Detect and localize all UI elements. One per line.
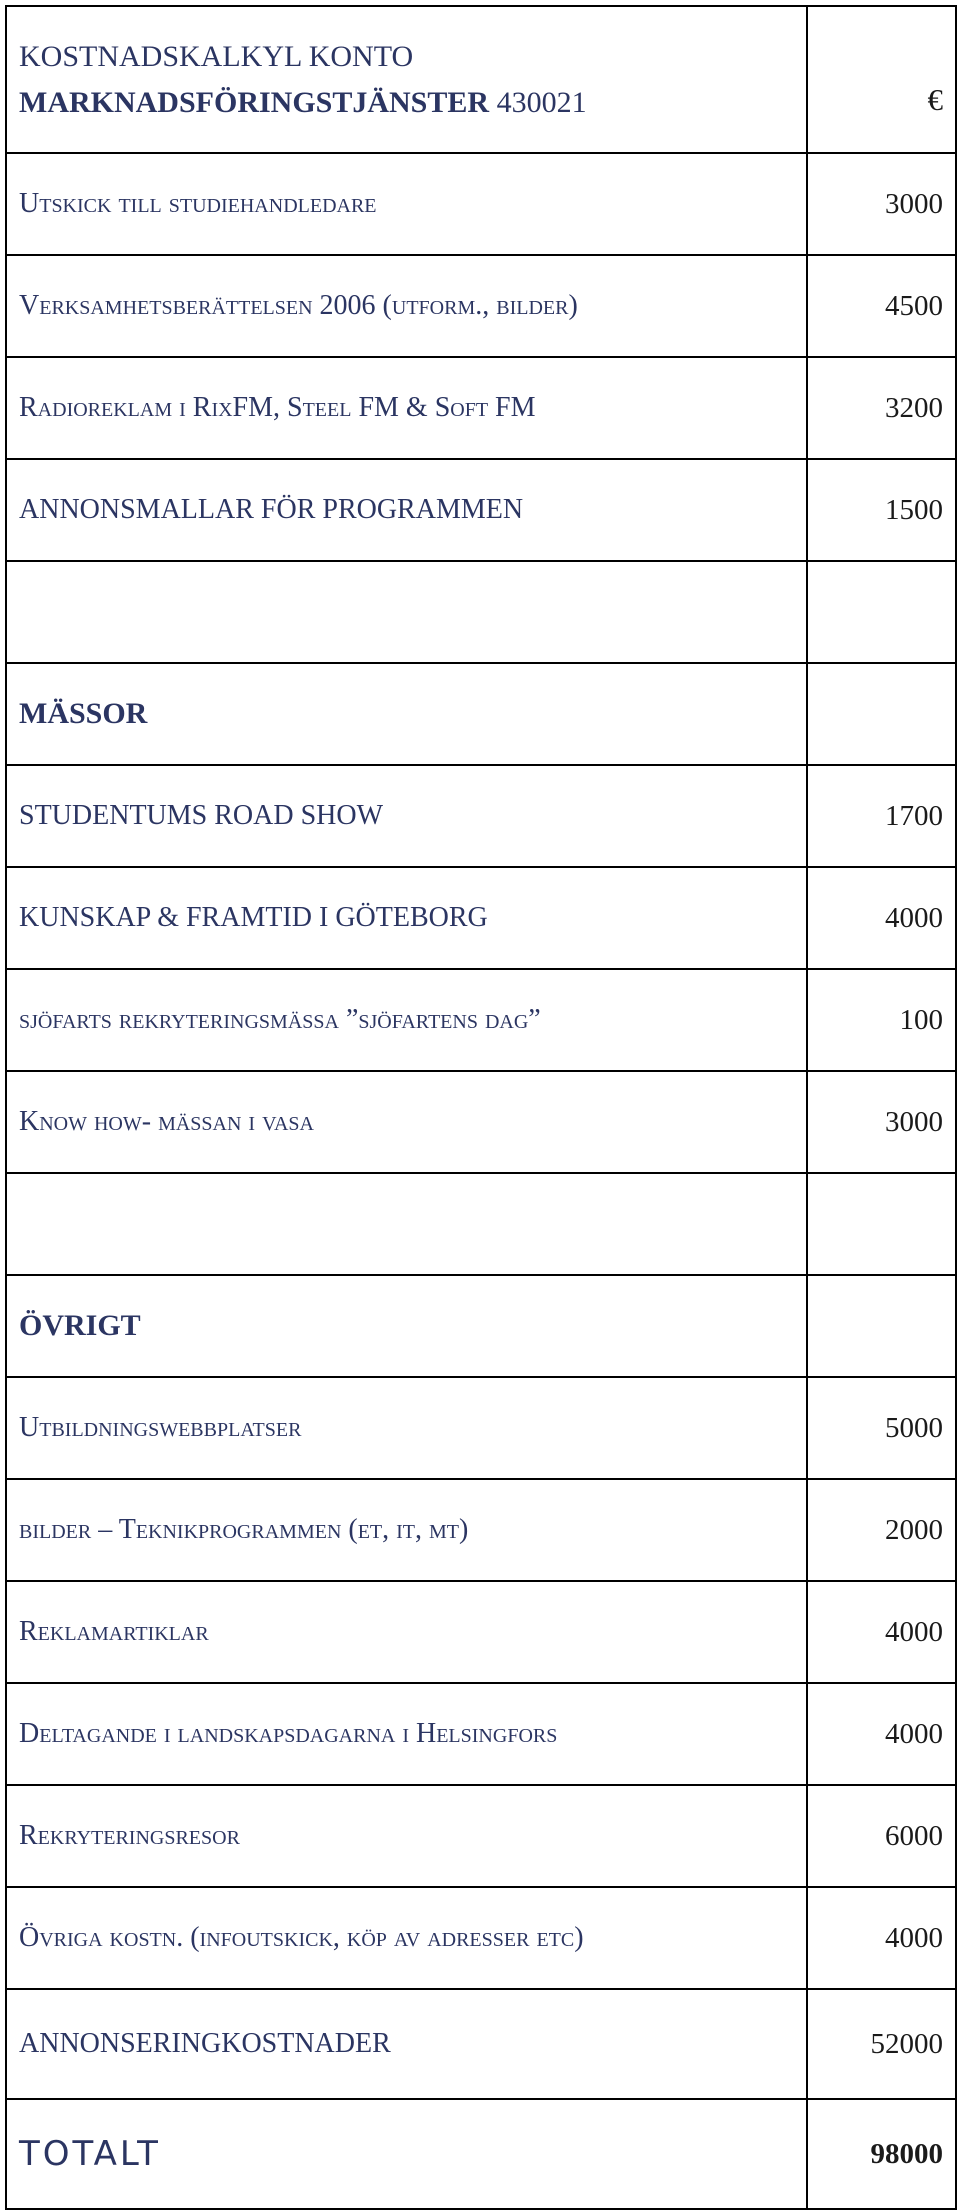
table-row [6,1377,956,1479]
table-title-line1: KOSTNADSKALKYL KONTO [19,39,414,73]
total-amount: 98000 [807,2099,956,2209]
table-row [6,1581,956,1683]
table-row [6,867,956,969]
row-amount: 52000 [807,1989,956,2099]
account-number: 430021 [496,85,587,119]
table-row [6,1683,956,1785]
table-row [6,1887,956,1989]
row-label: Utskick till studiehandledare [6,153,807,255]
currency-symbol: € [807,6,956,153]
row-amount: 1500 [807,459,956,561]
row-amount: 4000 [807,1683,956,1785]
row-label [6,1173,807,1275]
row-label: Radioreklam i RixFM, Steel FM & Soft FM [6,357,807,459]
table-row [6,255,956,357]
table-row [6,1989,956,2099]
row-amount: 5000 [807,1377,956,1479]
cost-estimate-table [5,5,957,2210]
section-header-ovrigt: ÖVRIGT [6,1275,807,1377]
empty-row [6,1173,956,1275]
row-amount: 4000 [807,1887,956,1989]
row-amount: 2000 [807,1479,956,1581]
table-row [6,1785,956,1887]
table-row [6,357,956,459]
title-row [6,6,956,153]
table-row [6,153,956,255]
table-row [6,969,956,1071]
row-label: ANNONSERINGKOSTNADER [6,1989,807,2099]
table-row [6,459,956,561]
row-amount [807,1173,956,1275]
row-label: bilder – Teknikprogrammen (et, it, mt) [6,1479,807,1581]
row-label: Utbildningswebbplatser [6,1377,807,1479]
row-label: Verksamhetsberättelsen 2006 (utform., bilder) [6,255,807,357]
row-label: ANNONSMALLAR FÖR PROGRAMMEN [6,459,807,561]
row-label: Övriga kostn. (infoutskick, köp av adresser etc) [6,1887,807,1989]
table-row [6,765,956,867]
empty-row [6,561,956,663]
row-amount: 100 [807,969,956,1071]
row-amount: 3000 [807,153,956,255]
row-label: Rekryteringsresor [6,1785,807,1887]
section-header-row [6,1275,956,1377]
table-row [6,1479,956,1581]
row-label: STUDENTUMS ROAD SHOW [6,765,807,867]
row-amount: 3200 [807,357,956,459]
row-amount: 4000 [807,1581,956,1683]
table-title-bold: MARKNADSFÖRINGSTJÄNSTER [19,85,490,119]
row-amount: 4000 [807,867,956,969]
row-amount [807,1275,956,1377]
row-amount [807,561,956,663]
row-label [6,561,807,663]
title-cell [6,6,807,153]
row-label: Know how- mässan i vasa [6,1071,807,1173]
section-header-massor: MÄSSOR [6,663,807,765]
row-amount: 1700 [807,765,956,867]
row-amount: 6000 [807,1785,956,1887]
table-row [6,1071,956,1173]
table-title-line2 [19,80,794,126]
section-header-row [6,663,956,765]
total-row [6,2099,956,2209]
total-label: TOTALT [6,2099,807,2209]
row-label: Deltagande i landskapsdagarna i Helsingfors [6,1683,807,1785]
row-label: Reklamartiklar [6,1581,807,1683]
row-amount [807,663,956,765]
row-amount: 3000 [807,1071,956,1173]
row-label: sjöfarts rekryteringsmässa ”sjöfartens dag” [6,969,807,1071]
row-label: KUNSKAP & FRAMTID I GÖTEBORG [6,867,807,969]
row-amount: 4500 [807,255,956,357]
